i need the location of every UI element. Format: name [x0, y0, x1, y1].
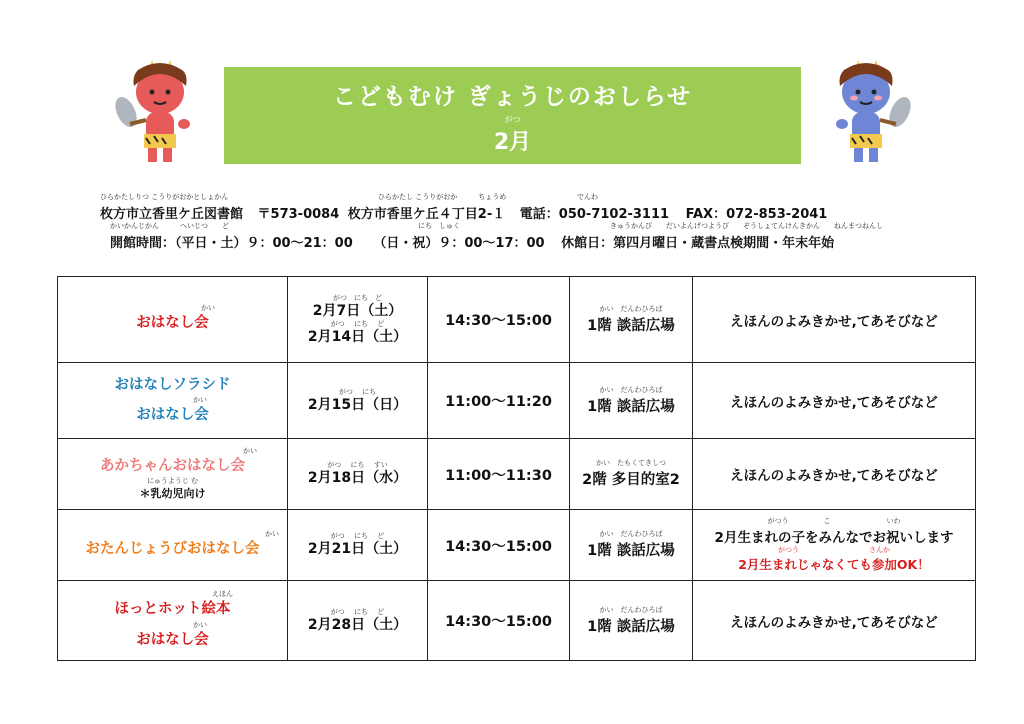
event-name: ほっとホット絵本 — [114, 601, 231, 618]
library-name: 枚方市立香里ケ丘図書館 — [100, 207, 244, 222]
event-time: 14:30～15:00 — [428, 510, 570, 581]
event-place: 1階 談話広場 — [587, 543, 675, 559]
library-name-ruby: ひらかたしりつ こうりがおかとしょかん — [100, 193, 229, 201]
place-ruby: かい だんわひろば — [599, 530, 663, 538]
event-place: 2階 多目的室2 — [582, 472, 680, 488]
month-label: 2月 — [493, 130, 532, 155]
tel-ruby: でんわ — [577, 193, 598, 201]
event-description: えほんのよみきかせ,てあそびなど — [693, 363, 976, 439]
title-banner — [224, 67, 801, 164]
event-name: あかちゃんおはなし会 — [100, 457, 245, 474]
date-ruby: がつ にち ど — [330, 607, 385, 616]
closed-days: 休館日：第四月曜日・蔵書点検期間・年末年始 — [561, 236, 835, 251]
event-name-ruby: えほん — [212, 590, 233, 599]
library-info — [100, 193, 828, 222]
date-ruby: がつ にち ど — [330, 532, 385, 541]
date-ruby: がつ にち ど — [330, 319, 385, 328]
event-date: 2月15日（日） — [307, 396, 408, 413]
desc2-ruby: がつう さんか — [778, 546, 890, 554]
event-date-cell — [288, 510, 428, 581]
date-ruby: がつ にち ど — [333, 293, 382, 302]
event-name-cell — [58, 363, 288, 439]
event-time: 14:30～15:00 — [428, 277, 570, 363]
red-oni-illustration — [112, 54, 207, 173]
hours-ruby: かいかんじかん へいじつ ど — [110, 222, 229, 230]
event-description-note: 2月生まれじゃなくても参加OK！ — [738, 557, 930, 572]
event-place-cell — [570, 510, 693, 581]
month-ruby: がつ — [504, 115, 521, 124]
event-place: 1階 談話広場 — [587, 398, 675, 415]
event-place-cell — [570, 277, 693, 363]
event-name-ruby: かい — [193, 396, 207, 404]
address-ruby: ひらかたし こうりがおか ちょうめ — [378, 193, 507, 201]
event-date: 2月14日（土） — [307, 328, 408, 345]
event-place-cell — [570, 581, 693, 661]
place-ruby: かい たもくてきしつ — [596, 459, 666, 467]
event-name-ruby: かい — [201, 304, 215, 313]
event-description-cell — [693, 510, 976, 581]
event-date: 2月7日（土） — [312, 302, 403, 319]
telephone: 電話：050-7102-3111 — [519, 207, 670, 222]
event-schedule-table — [57, 276, 976, 661]
event-date: 2月21日（土） — [307, 541, 408, 558]
event-sub-ruby: にゅうようじ む — [146, 476, 199, 485]
event-sub-note: ＊乳幼児向け — [139, 486, 206, 500]
event-name: おたんじょうびおはなし会 — [85, 540, 260, 557]
event-name: おはなし会 — [136, 315, 209, 332]
page-title: こどもむけ ぎょうじのおしらせ — [332, 84, 693, 110]
event-time: 11:00～11:30 — [428, 439, 570, 510]
desc-ruby: がつう こ いわ — [767, 517, 901, 525]
event-date: 2月28日（土） — [307, 616, 408, 633]
event-date-cell — [288, 363, 428, 439]
event-place: 1階 談話広場 — [587, 618, 675, 635]
closed-ruby: きゅうかんび だいよんげつようび ぞうしょてんけんきかん ねんまつねんし — [610, 222, 883, 230]
postal-code: 〒573-0084 — [257, 207, 340, 222]
table-row — [58, 581, 976, 661]
place-ruby: かい だんわひろば — [599, 605, 663, 614]
place-ruby: かい だんわひろば — [599, 385, 663, 394]
event-time: 14:30～15:00 — [428, 581, 570, 661]
event-name-cell — [58, 510, 288, 581]
event-name-cell — [58, 581, 288, 661]
event-description: えほんのよみきかせ,てあそびなど — [693, 439, 976, 510]
event-name-line2: おはなし会 — [136, 631, 209, 648]
event-time: 11:00～11:20 — [428, 363, 570, 439]
event-name-ruby: かい — [243, 446, 257, 455]
address: 枚方市香里ケ丘４丁目2-１ — [347, 207, 506, 222]
table-row — [58, 277, 976, 363]
blue-oni-illustration — [818, 54, 913, 173]
event-name-line2: おはなし会 — [136, 407, 209, 423]
date-ruby: がつ にち — [338, 387, 377, 396]
opening-hours — [100, 222, 883, 251]
event-name-ruby: かい — [265, 529, 279, 538]
hours-weekend-ruby: にち しゅく — [418, 222, 460, 230]
event-date-cell — [288, 581, 428, 661]
table-row — [58, 439, 976, 510]
event-name-cell — [58, 277, 288, 363]
hours-weekend: （日・祝）９：00～17：00 — [373, 236, 545, 251]
event-name-cell — [58, 439, 288, 510]
event-name: おはなしソラシド — [114, 376, 231, 393]
event-place: 1階 談話広場 — [587, 317, 675, 334]
event-date-cell — [288, 439, 428, 510]
event-name-ruby-2: かい — [193, 620, 207, 629]
event-place-cell — [570, 439, 693, 510]
date-ruby: がつ にち すい — [327, 461, 388, 470]
event-date-cell — [288, 277, 428, 363]
fax: FAX：072-853-2041 — [685, 207, 828, 222]
event-description: 2月生まれの子をみんなでお祝いします — [714, 530, 954, 546]
table-row — [58, 363, 976, 439]
event-description: えほんのよみきかせ,てあそびなど — [693, 277, 976, 363]
event-date: 2月18日（水） — [307, 470, 408, 487]
place-ruby: かい だんわひろば — [599, 304, 663, 313]
table-row — [58, 510, 976, 581]
hours-weekday: 開館時間：（平日・土）９：00～21：00 — [110, 236, 353, 251]
event-place-cell — [570, 363, 693, 439]
event-description: えほんのよみきかせ,てあそびなど — [693, 581, 976, 661]
